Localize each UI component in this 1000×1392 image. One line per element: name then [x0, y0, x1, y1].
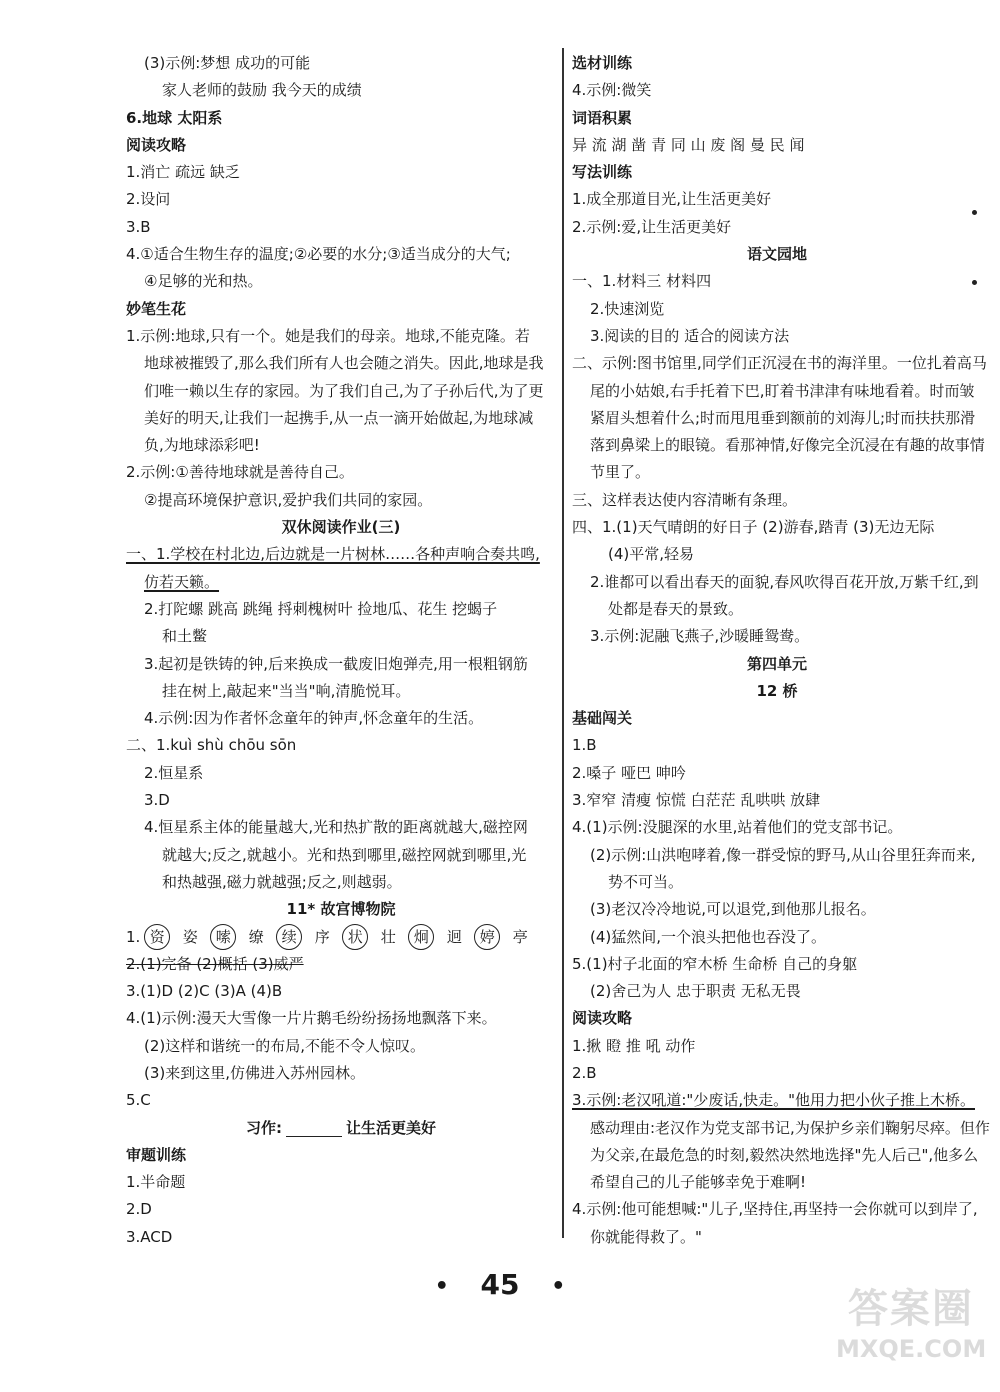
answer-line: 1.消亡 疏远 缺乏	[126, 163, 240, 182]
answer-line: 仿若天籁。	[144, 572, 220, 591]
answer-line: 势不可当。	[608, 872, 684, 891]
answer-line: 紧眉头想着什么;时而甩甩垂到额前的刘海儿;时而扶扶那滑	[590, 408, 976, 427]
right-column	[572, 50, 990, 1251]
answer-line: (2)示例:山洪咆哮着,像一群受惊的野马,从山谷里狂奔而来,	[590, 845, 976, 864]
answer-line: 一、1.材料三 材料四	[572, 272, 712, 291]
section-title: 12 桥	[756, 681, 798, 700]
answer-line: (2)舍己为人 忠于职责 无私无畏	[590, 982, 801, 1001]
watermark-logo	[836, 1284, 986, 1384]
section-title: 双休阅读作业(三)	[281, 518, 401, 537]
answer-line: 4.示例:他可能想喊:"儿子,坚持住,再坚持一会你就可以到岸了,	[572, 1200, 978, 1219]
page-dot-right: •	[551, 1273, 566, 1299]
section-heading: 阅读攻略	[126, 135, 187, 154]
answer-line: 3.ACD	[126, 1227, 173, 1246]
answer-line: 为父亲,在最危急的时刻,毅然决然地选择"先人后己",他多么	[590, 1145, 979, 1164]
page-number-value: 45	[480, 1268, 520, 1301]
circled-character: 婷	[474, 924, 500, 950]
answer-line: 3.起初是铁铸的钟,后来换成一截废旧炮弹壳,用一根粗钢筋	[144, 654, 528, 673]
answer-line: 2.快速浏览	[590, 299, 665, 318]
answer-line: 二、1.kuì shù chōu sōn	[126, 736, 297, 755]
answer-line: 们唯一赖以生存的家园。为了我们自己,为了子孙后代,为了更	[144, 381, 544, 400]
answer-line: 3.D	[144, 791, 170, 810]
answer-line: 三、这样表达使内容清晰有条理。	[572, 490, 798, 509]
answer-line: 4.示例:微笑	[572, 81, 652, 100]
answer-line: 处都是春天的景致。	[608, 599, 744, 618]
title-blank	[286, 1120, 342, 1137]
title-prefix: 习作:	[245, 1118, 282, 1137]
answer-line: 3.示例:老汉吼道:"少废话,快走。"他用力把小伙子推上木桥。	[572, 1091, 975, 1110]
answer-line: 二、示例:图书馆里,同学们正沉浸在书的海洋里。一位扎着高马	[572, 354, 987, 373]
answer-line: (4)猛然间,一个浪头把他也吞没了。	[590, 927, 827, 946]
answer-line: 2.B	[572, 1063, 597, 1082]
answer-line: 2.恒星系	[144, 763, 204, 782]
answer-line: 挂在树上,敲起来"当当"响,清脆悦耳。	[162, 681, 411, 700]
character: 缭	[248, 927, 264, 946]
item-number: 1.	[126, 927, 141, 946]
answer-line: 和热越强,磁力就越强;反之,则越弱。	[162, 872, 402, 891]
circled-character: 状	[342, 924, 368, 950]
section-heading: 选材训练	[572, 54, 633, 72]
answer-line	[126, 924, 556, 951]
left-column	[126, 50, 556, 1251]
answer-line: 就越大;反之,就越小。光和热到哪里,磁控网就到哪里,光	[162, 845, 527, 864]
answer-line: (3)来到这里,仿佛进入苏州园林。	[144, 1063, 366, 1082]
section-heading: 写法训练	[572, 163, 633, 182]
section-title: 第四单元	[746, 654, 807, 673]
answer-line: 你就能得救了。"	[590, 1227, 702, 1246]
column-divider	[562, 48, 564, 1238]
answer-line: 四、1.(1)天气晴朗的好日子 (2)游春,踏青 (3)无边无际	[572, 518, 935, 537]
section-heading: 基础闯关	[572, 709, 633, 728]
answer-line: 4.(1)示例:没腿深的水里,站着他们的党支部书记。	[572, 818, 903, 837]
answer-line: 1.半命题	[126, 1173, 186, 1192]
section-heading: 词语积累	[572, 108, 633, 127]
section-heading: 审题训练	[126, 1145, 187, 1164]
answer-line: (4)平常,轻易	[608, 545, 695, 564]
answer-line: (2)这样和谐统一的布局,不能不令人惊叹。	[144, 1036, 426, 1055]
title-suffix: 让生活更美好	[345, 1118, 436, 1137]
answer-line: 希望自己的儿子能够幸免于难啊!	[590, 1173, 807, 1192]
section-heading: 妙笔生花	[126, 299, 187, 318]
character: 姿	[182, 927, 198, 946]
answer-line: 3.B	[126, 217, 151, 236]
answer-line: 2.示例:爱,让生活更美好	[572, 217, 732, 236]
answer-line: 2.嗓子 哑巴 呻吟	[572, 763, 686, 782]
circled-character: 资	[144, 924, 170, 950]
answer-line: 3.示例:泥融飞燕子,沙暖睡鸳鸯。	[590, 627, 810, 646]
answer-line: 负,为地球添彩吧!	[144, 436, 260, 455]
answer-line: 美好的明天,让我们一起携手,从一点一滴开始做起,为地球减	[144, 408, 534, 427]
answer-line: 2.D	[126, 1200, 152, 1219]
answer-line: 一、1.学校在村北边,后边就是一片树林……各种声响合奏共鸣,	[126, 545, 540, 564]
answer-line: 2.打陀螺 跳高 跳绳 捋刺槐树叶 捡地瓜、花生 挖蝎子	[144, 599, 498, 618]
answer-line: 和土鳖	[162, 627, 208, 646]
answer-line: 2.谁都可以看出春天的面貌,春风吹得百花开放,万紫千红,到	[590, 572, 979, 591]
answer-line: 4.(1)示例:漫天大雪像一片片鹅毛纷纷扬扬地飘落下来。	[126, 1009, 497, 1028]
answer-line: 落到鼻梁上的眼镜。看那神情,好像完全沉浸在有趣的故事情	[590, 436, 985, 455]
answer-line: (3)示例:梦想 成功的可能	[144, 54, 311, 72]
answer-line: 4.示例:因为作者怀念童年的钟声,怀念童年的生活。	[144, 709, 484, 728]
section-title	[126, 1115, 556, 1142]
section-heading: 6.地球 太阳系	[126, 108, 223, 127]
answer-line: 2.示例:①善待地球就是善待自己。	[126, 463, 354, 482]
answer-line: 家人老师的鼓励 我今天的成绩	[162, 81, 362, 100]
scan-speck	[972, 210, 977, 215]
answer-line: 地球被摧毁了,那么我们所有人也会随之消失。因此,地球是我	[144, 354, 544, 373]
answer-line: 1.成全那道目光,让生活更美好	[572, 190, 772, 209]
circled-character: 嗦	[210, 924, 236, 950]
answer-line: ④足够的光和热。	[144, 272, 263, 291]
watermark-top: 答案圈	[848, 1286, 974, 1332]
answer-line: 1.B	[572, 736, 597, 755]
answer-line: (3)老汉冷冷地说,可以退党,到他那儿报名。	[590, 900, 876, 919]
answer-line: 尾的小姑娘,右手托着下巴,盯着书津津有味地看着。时而皱	[590, 381, 975, 400]
page-dot-left: •	[434, 1273, 449, 1299]
character: 迥	[446, 927, 462, 946]
answer-line: 异 流 湖 凿 青 同 山 废 阁 曼 民 闻	[572, 135, 805, 154]
answer-line: 1.示例:地球,只有一个。她是我们的母亲。地球,不能克隆。若	[126, 326, 530, 345]
answer-line: 节里了。	[590, 463, 651, 482]
answer-line: 5.C	[126, 1091, 151, 1110]
watermark-bottom: MXQE.COM	[836, 1335, 987, 1363]
answer-line: 2.(1)完备 (2)概括 (3)威严	[126, 954, 304, 973]
circled-character: 续	[276, 924, 302, 950]
circled-character: 炯	[408, 924, 434, 950]
answer-line: 5.(1)村子北面的窄木桥 生命桥 自己的身躯	[572, 954, 858, 973]
character: 亭	[512, 927, 528, 946]
answer-line: 感动理由:老汉作为党支部书记,为保护乡亲们鞠躬尽瘁。但作	[590, 1118, 990, 1137]
answer-line: 4.①适合生物生存的温度;②必要的水分;③适当成分的大气;	[126, 245, 511, 264]
section-heading: 阅读攻略	[572, 1009, 633, 1028]
answer-line: 3.(1)D (2)C (3)A (4)B	[126, 982, 283, 1001]
answer-line: 3.阅读的目的 适合的阅读方法	[590, 326, 790, 345]
character: 序	[314, 927, 330, 946]
answer-line: 1.揪 瞪 推 吼 动作	[572, 1036, 696, 1055]
section-title: 11* 故宫博物院	[286, 900, 396, 919]
section-title: 语文园地	[746, 245, 807, 264]
answer-line: 4.恒星系主体的能量越大,光和热扩散的距离就越大,磁控网	[144, 818, 528, 837]
answer-line: 3.窄窄 清瘦 惊慌 白茫茫 乱哄哄 放肆	[572, 791, 821, 810]
answer-line: 2.设问	[126, 190, 171, 209]
answer-line: ②提高环境保护意识,爱护我们共同的家园。	[144, 490, 433, 509]
character: 壮	[380, 927, 396, 946]
scan-speck	[972, 280, 977, 285]
